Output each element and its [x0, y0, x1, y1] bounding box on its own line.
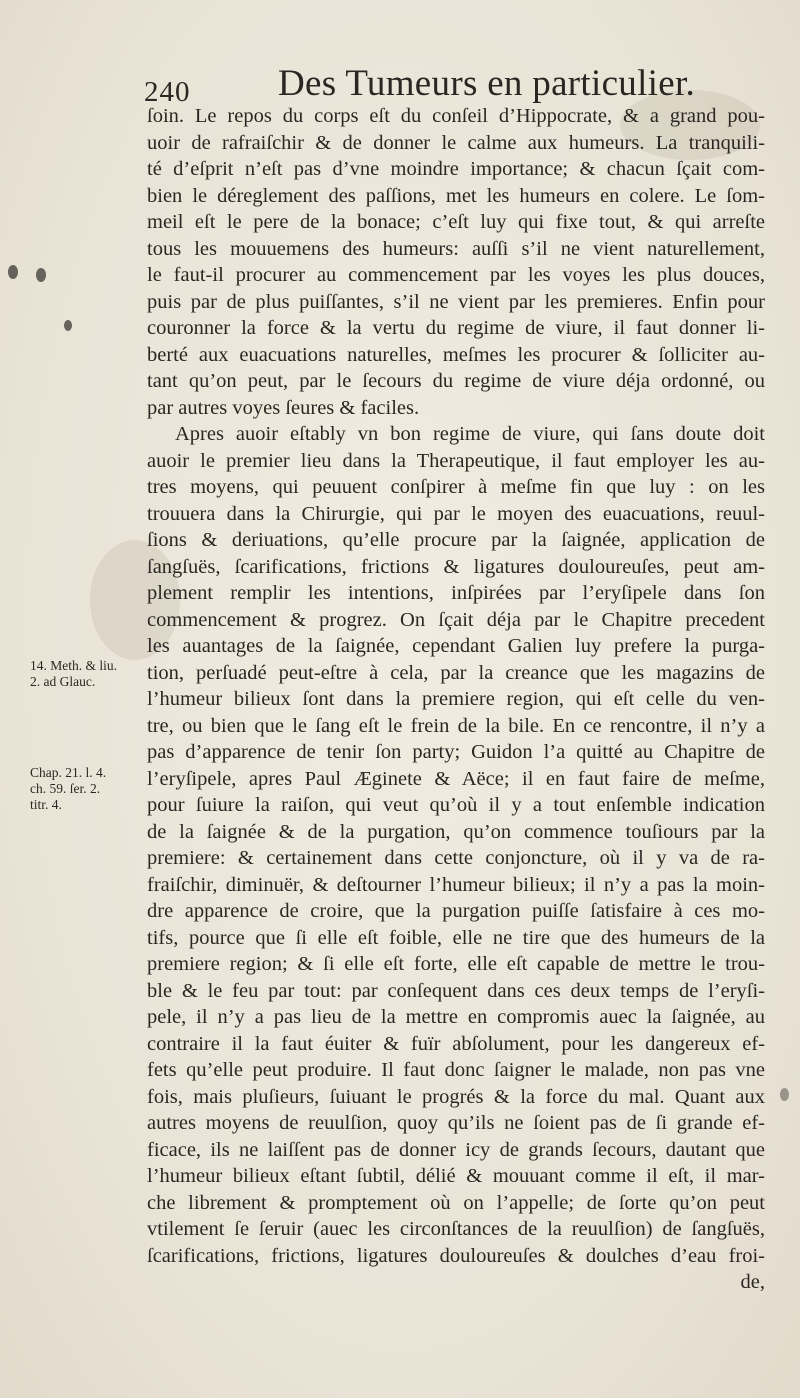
- text-line: l’humeur bilieux ſont dans la premiere region, qui eſt celle du ven-: [147, 688, 765, 710]
- text-line: tres moyens, qui peuuent conſpirer à meſme fin que luy : on les: [147, 476, 765, 498]
- text-line: fraiſchir, diminuër, & deſtourner l’humeur bilieux; il n’y a pas la moin-: [147, 873, 765, 896]
- text-line: meil eſt le pere de la bonace; c’eſt luy qui fixe tout, & qui arreſte: [147, 211, 765, 233]
- text-line: tous les mouuemens des humeurs: auſſi s’il ne vient naturellement,: [147, 237, 765, 260]
- body-text: [147, 103, 765, 1296]
- text-line: commencement & progrez. On ſçait déja par le Chapitre precedent: [147, 608, 765, 631]
- printer-ornament-icon: [36, 268, 46, 282]
- text-line: pele, il n’y a pas lieu de la mettre en compromis auec la ſaignée, au: [147, 1006, 765, 1028]
- text-line: bien le déreglement des paſſions, met les humeurs en colere. Le ſom-: [147, 184, 765, 207]
- text-line: ficace, ils ne laiſſent pas de donner icy de grands ſecours, dautant que: [147, 1138, 765, 1161]
- text-line: par autres voyes ſeures & faciles.: [147, 396, 420, 419]
- margin-note-meth: [30, 658, 142, 690]
- text-line: puis par de plus puiſſantes, s’il ne vient par les premieres. Enfin pour: [147, 290, 765, 313]
- text-line: autres moyens de reuulſion, quoy qu’ils ne ſoient pas de ſi grande ef-: [147, 1112, 765, 1134]
- text-line: trouuera dans la Chirurgie, qui par le moyen des euacuations, reuul-: [147, 502, 765, 525]
- text-line: tant qu’on peut, par le ſecours du regime de viure déja ordonné, ou: [147, 370, 765, 392]
- text-line: vtilement ſe ſeruir (auec les circonſtances de la reuulſion) de ſangſuës,: [147, 1218, 765, 1240]
- text-line: Apres auoir eſtably vn bon regime de viure, qui ſans doute doit: [175, 423, 765, 445]
- text-line: le faut-il procurer au commencement par les voyes les plus douces,: [147, 264, 765, 286]
- text-line: premiere: & certainement dans cette conjoncture, où il y va de ra-: [147, 847, 765, 869]
- catchword: de,: [740, 1271, 765, 1293]
- text-line: contraire il la faut éuiter & fuïr abſolument, pour les dangereux ef-: [147, 1032, 765, 1055]
- text-line: tifs, pource que ſi elle eſt foible, elle ne tire que des humeurs de la: [147, 926, 765, 949]
- text-line: té d’eſprit n’eſt pas d’vne moindre importance; & chacun ſçait com-: [147, 158, 765, 180]
- margin-note-line: 2. ad Glauc.: [30, 674, 96, 689]
- text-line: de la ſaignée & de la purgation, qu’on commence touſiours par la: [147, 820, 765, 843]
- text-line: ſoin. Le repos du corps eſt du conſeil d’Hippocrate, & a grand pou-: [147, 105, 765, 127]
- text-line: fois, mais pluſieurs, ſuiuant le progrés & la force du mal. Quant aux: [147, 1085, 765, 1108]
- printer-ornament-icon: [8, 265, 18, 279]
- text-line: che librement & promptement où on l’appelle; de ſorte qu’on peut: [147, 1191, 765, 1214]
- text-line: dre apparence de croire, que la purgation puiſſe ſatisfaire à ces mo-: [147, 900, 765, 922]
- text-line: tre, ou bien que le ſang eſt le frein de la bile. En ce rencontre, il n’y a: [147, 714, 765, 737]
- text-line: ſcarifications, frictions, ligatures douloureuſes & doulches d’eau froi-: [147, 1244, 765, 1267]
- text-line: pour ſuiure la raiſon, qui veut qu’où il y a tout enſemble indication: [147, 794, 765, 816]
- text-line: uoir de rafraiſchir & de donner le calme aux humeurs. La tranquili-: [147, 131, 765, 154]
- margin-note-line: Chap. 21. l. 4.: [30, 765, 107, 780]
- text-line: couronner la force & la vertu du regime de viure, il faut donner li-: [147, 317, 765, 339]
- text-line: ſangſuës, ſcarifications, frictions & ligatures douloureuſes, peut am-: [147, 555, 765, 578]
- text-line: pas d’apparence de tenir ſon party; Guidon l’a quitté au Chapitre de: [147, 741, 765, 763]
- printer-ornament-icon: [780, 1088, 789, 1101]
- text-line: auoir le premier lieu dans la Therapeutique, il faut employer les au-: [147, 449, 765, 472]
- margin-note-line: ch. 59. ſer. 2.: [30, 781, 101, 796]
- text-line: ble & le feu par tout: par conſequent dans ces deux temps de l’eryſi-: [147, 979, 765, 1002]
- text-line: plement remplir les intentions, inſpirées par l’eryſipele dans ſon: [147, 582, 765, 604]
- text-line: ſions & deriuations, qu’elle procure par la ſaignée, application de: [147, 529, 765, 551]
- margin-note-line: titr. 4.: [30, 797, 62, 812]
- text-line: berté aux euacuations naturelles, meſmes les procurer & ſolliciter au-: [147, 343, 765, 366]
- margin-note-line: 14. Meth. & liu.: [30, 658, 117, 673]
- page-number: 240: [144, 76, 191, 108]
- text-line: l’humeur bilieux eſtant ſubtil, délié & mouuant comme il eſt, il mar-: [147, 1165, 765, 1187]
- margin-note-chap: [30, 765, 142, 813]
- text-line: l’eryſipele, apres Paul Æginete & Aëce; il en faut faire de meſme,: [147, 767, 765, 790]
- printer-ornament-icon: [64, 320, 72, 331]
- running-title: Des Tumeurs en particulier.: [278, 63, 696, 104]
- text-line: fets qu’elle peut produire. Il faut donc ſaigner le malade, non pas vne: [147, 1059, 765, 1081]
- text-line: premiere region; & ſi elle eſt forte, elle eſt capable de mettre le trou-: [147, 953, 765, 975]
- text-line: tion, perſuadé peut-eſtre à cela, par la creance que les magazins de: [147, 661, 765, 684]
- text-line: les auantages de la ſaignée, cependant Galien luy prefere la purga-: [147, 635, 765, 657]
